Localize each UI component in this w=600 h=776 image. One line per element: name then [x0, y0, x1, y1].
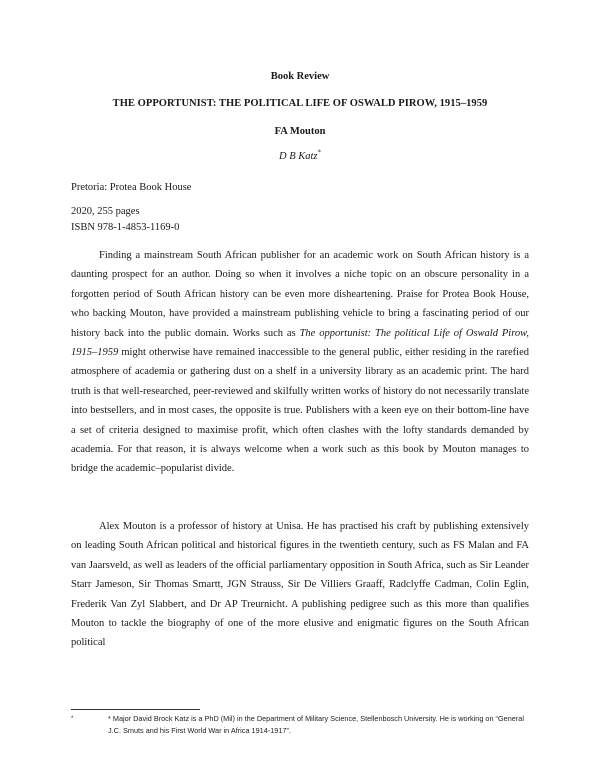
paragraph-text: Finding a mainstream South African publisher for an academic work on South African history is a daunting prospect for an author. Doing so when it involves a niche topic on an obscure personality in a forgotten period of South African history can be even more disheartening. Praise for Protea Book House, who backing Mouton, have provided a mainstream publishing vehicle to bring a fascinating period of our history back into the public domain. Works such as [71, 250, 529, 339]
reviewer-name: D B Katz [278, 151, 318, 162]
book-title-italic: The opportunist: The political Life of Oswald Pirow, 1915–1959 [71, 327, 529, 359]
body-paragraph-1 [71, 246, 529, 479]
footnote-text: * Major David Brock Katz is a PhD (Mil) in the Department of Military Science, Stellenbosch University. He is working on “General J.C. Smuts and his First World War in Africa 1914-1917”. [108, 714, 524, 735]
publication-place: Pretoria: Protea Book House [71, 182, 192, 193]
publication-year-pages: 2020, 255 pages [71, 206, 140, 217]
section-kicker: Book Review [270, 71, 330, 82]
footnote-marker: * [71, 716, 74, 722]
paragraph-text: might otherwise have remained inaccessible to the general public, either residing in the rarefied atmosphere of academia or gathering dust on a shelf in a university library as an academic print. The hard truth is that well-researched, peer-reviewed and skilfully written works of history do not necessarily translate into bestsellers, and in most cases, the opposite is true. Publishers with a keen eye on their bottom-line have a set of criteria designed to maximise profit, which often clashes with the lofty standards demanded by academia. For that reason, it is always welcome when a work such as this book by Mouton manages to bridge the academic–popularist divide. [71, 347, 529, 475]
publication-isbn: ISBN 978-1-4853-1169-0 [71, 222, 180, 233]
reviewer-line [0, 148, 600, 162]
book-author: FA Mouton [274, 126, 326, 137]
body-paragraph-2: Alex Mouton is a professor of history at Unisa. He has practised his craft by publishing extensively on leading South African political and historical figures in the twentieth century, such as FS Malan and FA van Jaarsveld, as well as leaders of the official parliamentary opposition in South Africa, such as Sir Leander Starr Jameson, Sir Thomas Smartt, JGN Strauss, Sir De Villiers Graaff, Radclyffe Cadman, Colin Eglin, Frederik Van Zyl Slabbert, and Dr AP Treurnicht. A publishing pedigree such as this more than qualifies Mouton to tackle the biography of one of the more elusive and enigmatic figures on the South African political [71, 521, 529, 649]
footnote-divider [71, 709, 200, 710]
reviewer-footnote-marker[interactable]: * [317, 148, 321, 157]
book-title: THE OPPORTUNIST: THE POLITICAL LIFE OF OSWALD PIROW, 1915–1959 [112, 98, 488, 109]
